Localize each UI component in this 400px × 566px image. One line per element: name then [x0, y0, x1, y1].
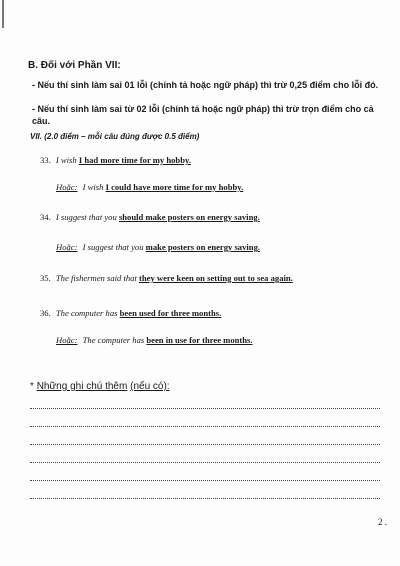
answer-number: 36.	[40, 308, 51, 318]
page-number: 2 .	[378, 517, 387, 527]
notes-line	[30, 426, 380, 427]
answer-stem: I wish	[55, 155, 77, 165]
answer-stem: The computer has	[55, 308, 118, 318]
notes-label: Những ghi chú thêm	[36, 381, 128, 392]
answer-34-alternative	[56, 242, 260, 252]
notes-line	[30, 462, 380, 463]
section-title: B. Đối với Phần VII:	[28, 60, 121, 71]
answer-stem: The fishermen said that	[55, 273, 137, 283]
alternative-label: Hoặc:	[56, 182, 78, 192]
answer-33-alternative	[56, 182, 243, 192]
answer-number: 34.	[40, 212, 51, 222]
answer-key: been used for three months.	[119, 308, 222, 318]
answer-key: I had more time for my hobby.	[78, 155, 191, 165]
answer-number: 35.	[40, 273, 51, 283]
section-subtitle: VII. (2.0 điểm – mỗi câu đúng được 0.5 điểm)	[30, 132, 200, 141]
answer-number: 33.	[40, 155, 51, 165]
margin-mark	[2, 0, 4, 28]
answer-key: I could have more time for my hobby.	[105, 182, 244, 192]
answer-36-alternative	[56, 335, 253, 345]
answer-stem: I wish	[82, 182, 104, 192]
answer-key: make posters on energy saving.	[145, 242, 261, 252]
answer-36	[40, 308, 221, 318]
alternative-label: Hoặc:	[56, 242, 78, 252]
rule-one-error: - Nếu thí sinh làm sai 01 lỗi (chính tả hoặc ngữ pháp) thì trừ 0,25 điểm cho lỗi đó.	[32, 80, 379, 90]
notes-heading	[30, 381, 170, 392]
notes-line	[30, 480, 380, 481]
answer-stem: I suggest that you	[82, 242, 144, 252]
answer-key: should make posters on energy saving.	[118, 212, 260, 222]
rule-two-errors: - Nếu thí sinh làm sai từ 02 lỗi (chính tả hoặc ngữ pháp) thì trừ trọn điểm cho cả câu.	[32, 104, 374, 126]
notes-star: *	[30, 381, 34, 392]
answer-34	[40, 212, 260, 222]
alternative-label: Hoặc:	[56, 335, 78, 345]
notes-line	[30, 408, 380, 409]
notes-line	[30, 444, 380, 445]
notes-suffix: (nếu có):	[130, 381, 170, 392]
answer-stem: I suggest that you	[55, 212, 117, 222]
answer-key: been in use for three months.	[146, 335, 253, 345]
notes-line	[30, 498, 380, 499]
answer-33	[40, 155, 191, 165]
answer-key: they were keen on setting out to sea again.	[139, 273, 293, 283]
answer-35	[40, 273, 293, 283]
answer-stem: The computer has	[82, 335, 145, 345]
